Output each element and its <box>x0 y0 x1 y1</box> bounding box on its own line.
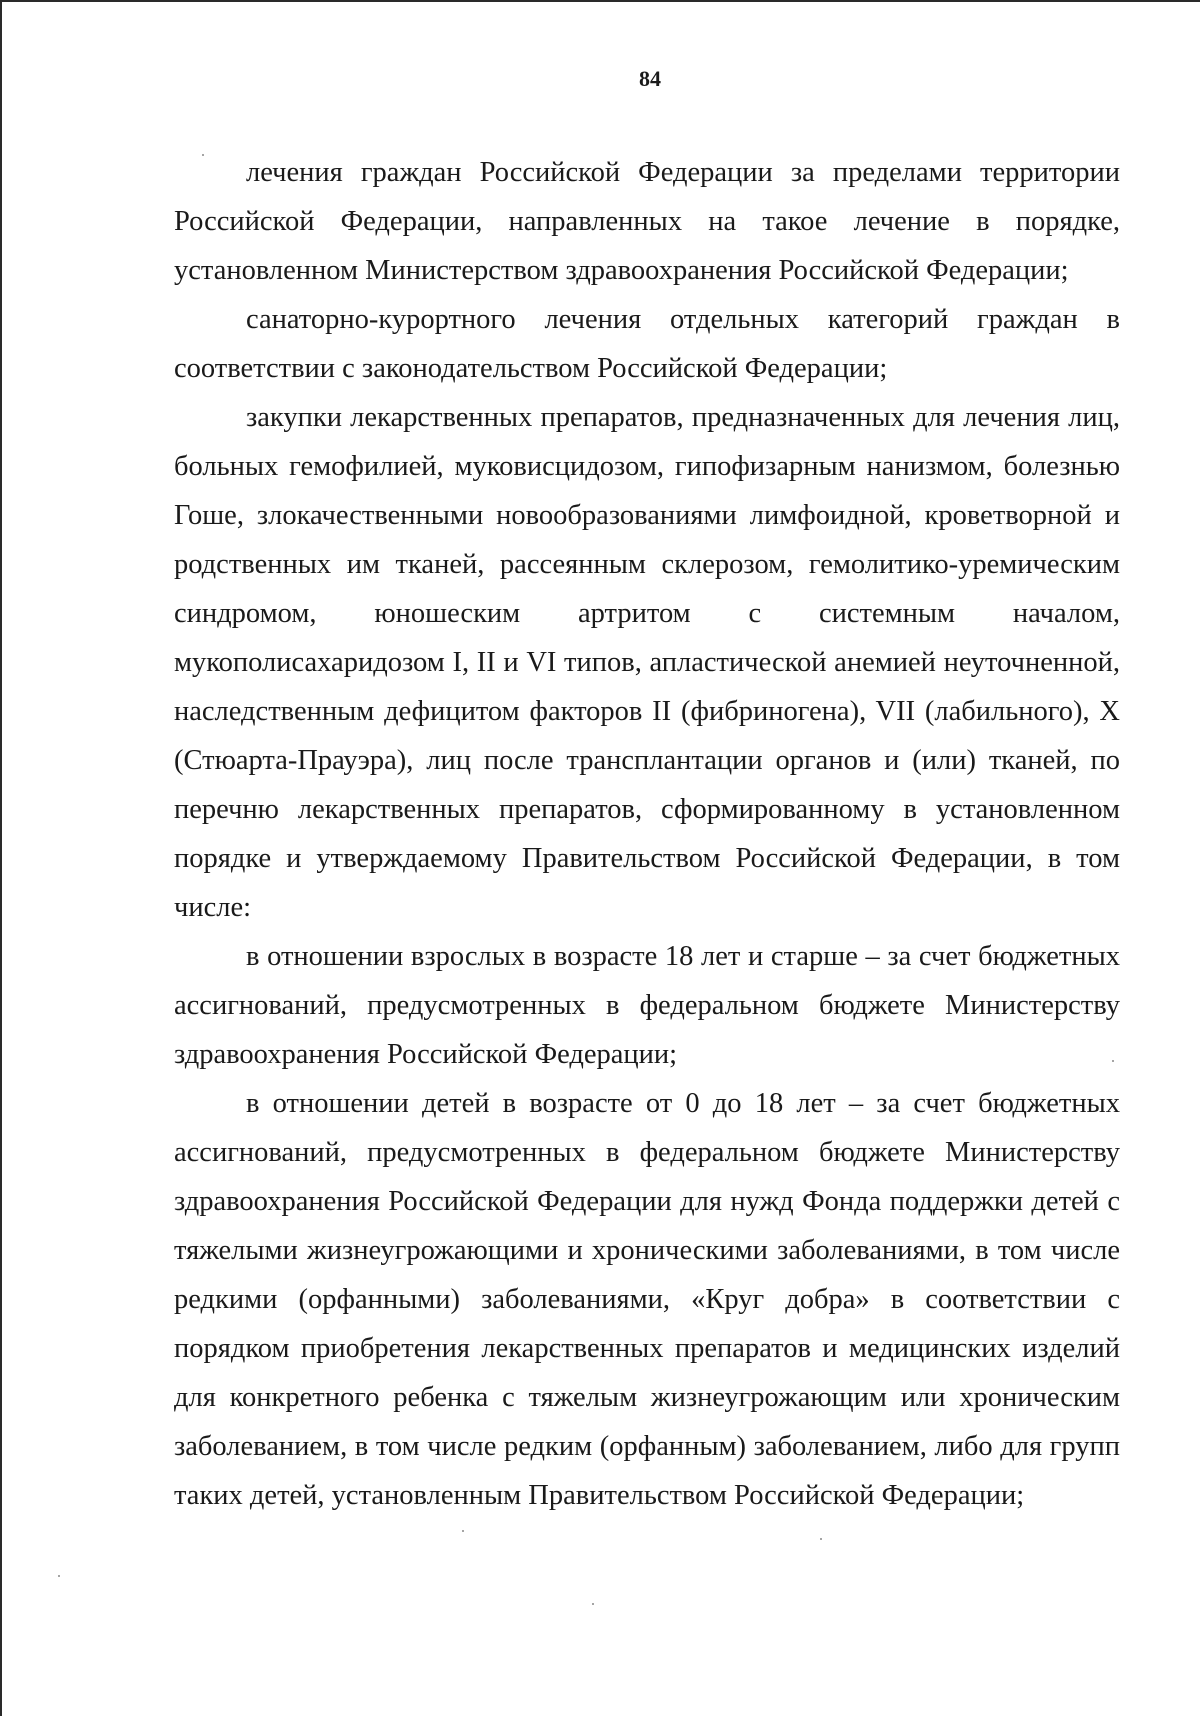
document-body <box>174 148 1120 1520</box>
scan-speck <box>202 154 204 156</box>
paragraph-adults-funding: в отношении взрослых в возрасте 18 лет и старше – за счет бюджетных ассигнований, предусмотренных в федеральном бюджете Министерству здравоохранения Российской Федерации; <box>174 941 1120 1070</box>
scan-speck <box>1112 1060 1114 1062</box>
scan-speck <box>820 1538 822 1540</box>
scan-speck <box>462 1530 464 1532</box>
scan-speck <box>592 1603 594 1605</box>
paragraph-drug-procurement: закупки лекарственных препаратов, предназначенных для лечения лиц, больных гемофилией, муковисцидозом, гипофизарным нанизмом, болезнью Гоше, злокачественными новообразованиями лимфоидной, кроветворной и родственных им тканей, рассеянным склерозом, гемолитико-уремическим синдромом, юношеским артритом с системным началом, мукополисахаридозом I, II и VI типов, апластической анемией неуточненной, наследственным дефицитом факторов II (фибриногена), VII (лабильного), X (Стюарта-Прауэра), лиц после трансплантации органов и (или) тканей, по перечню лекарственных препаратов, сформированному в установленном порядке и утверждаемому Правительством Российской Федерации, в том числе: <box>174 402 1120 923</box>
page-number: 84 <box>639 66 661 91</box>
paragraph-treatment-abroad: лечения граждан Российской Федерации за пределами территории Российской Федерации, направленных на такое лечение в порядке, установленном Министерством здравоохранения Российской Федерации; <box>174 157 1120 286</box>
scan-speck <box>58 1575 60 1577</box>
scan-edge-left <box>0 0 2 1716</box>
paragraph-children-funding: в отношении детей в возрасте от 0 до 18 лет – за счет бюджетных ассигнований, предусмотренных в федеральном бюджете Министерству здравоохранения Российской Федерации для нужд Фонда поддержки детей с тяжелыми жизнеугрожающими и хроническими заболеваниями, в том числе редкими (орфанными) заболеваниями, «Круг добра» в соответствии с порядком приобретения лекарственных препаратов и медицинских изделий для конкретного ребенка с тяжелым жизнеугрожающим или хроническим заболеванием, в том числе редким (орфанным) заболеванием, либо для групп таких детей, установленным Правительством Российской Федерации; <box>174 1088 1120 1511</box>
scan-edge-top <box>0 0 1200 2</box>
paragraph-sanatorium-treatment: санаторно-курортного лечения отдельных категорий граждан в соответствии с законодательством Российской Федерации; <box>174 304 1120 384</box>
